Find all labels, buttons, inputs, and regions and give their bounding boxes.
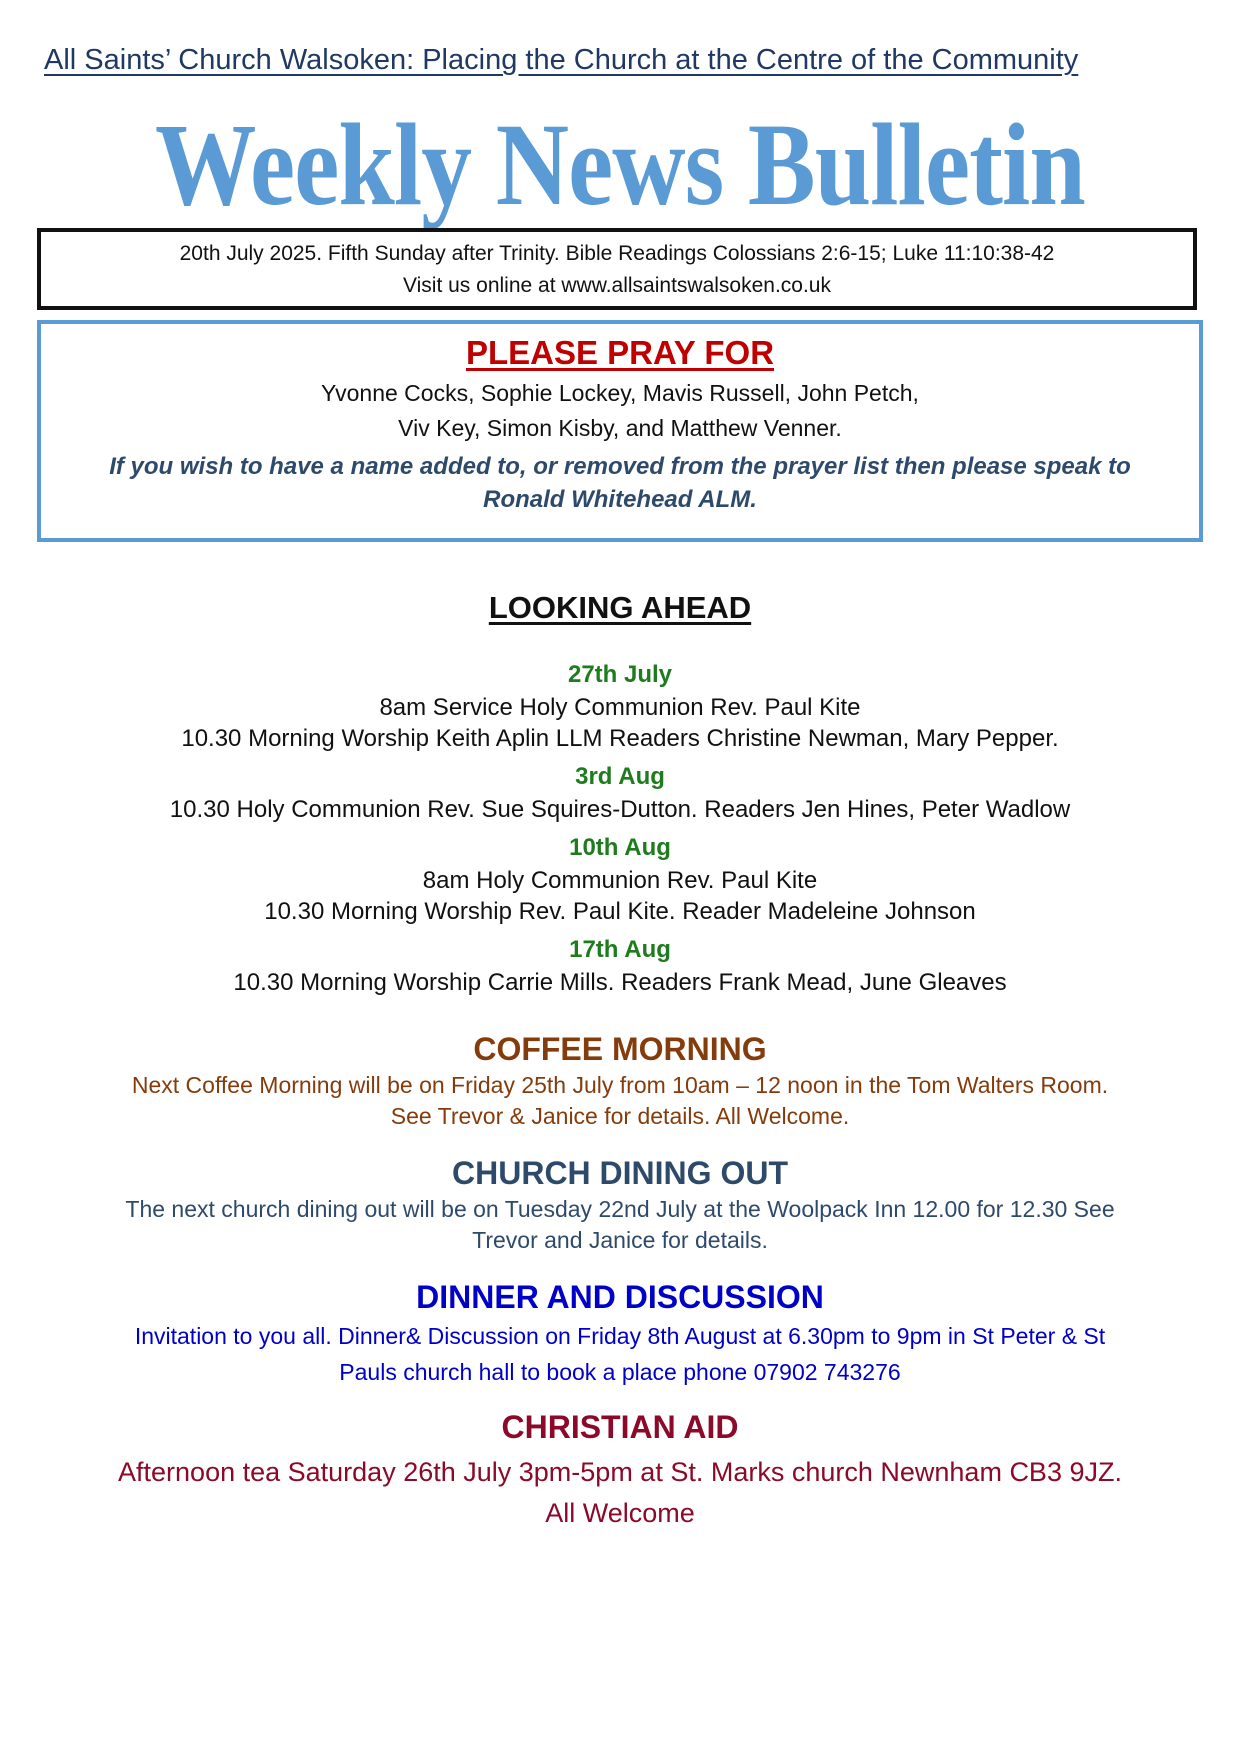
- christian-aid-line: Afternoon tea Saturday 26th July 3pm-5pm at St. Marks church Newnham CB3 9JZ.: [118, 1457, 1122, 1487]
- coffee-morning-heading: COFFEE MORNING: [473, 1031, 767, 1067]
- prayer-names-line: Yvonne Cocks, Sophie Lockey, Mavis Russell, John Petch,: [321, 380, 919, 406]
- church-tagline: All Saints’ Church Walsoken: Placing the Church at the Centre of the Community: [44, 44, 1079, 76]
- dinner-discussion-section: [0, 1276, 1240, 1390]
- dinner-discussion-line: Pauls church hall to book a place phone 07902 743276: [339, 1359, 901, 1385]
- website-line: Visit us online at www.allsaintswalsoken.co.uk: [403, 274, 831, 297]
- dining-out-line: Trevor and Janice for details.: [472, 1227, 768, 1253]
- dining-out-section: [0, 1152, 1240, 1256]
- event-line: 10.30 Morning Worship Keith Aplin LLM Readers Christine Newman, Mary Pepper.: [181, 725, 1059, 752]
- event-date: 3rd Aug: [575, 763, 665, 790]
- coffee-morning-line: Next Coffee Morning will be on Friday 25th July from 10am – 12 noon in the Tom Walters Room.: [131, 1072, 1109, 1098]
- page-title: Weekly News Bulletin: [155, 99, 1085, 230]
- dinner-discussion-heading: DINNER AND DISCUSSION: [416, 1279, 824, 1315]
- event-line: 10.30 Holy Communion Rev. Sue Squires-Dutton. Readers Jen Hines, Peter Wadlow: [169, 796, 1071, 823]
- coffee-morning-section: [0, 1028, 1240, 1132]
- coffee-morning-line: See Trevor & Janice for details. All Welcome.: [390, 1103, 850, 1129]
- event-line: 10.30 Morning Worship Carrie Mills. Readers Frank Mead, June Gleaves: [233, 969, 1007, 996]
- event-item: [0, 760, 1240, 825]
- events-list: [0, 658, 1240, 1004]
- event-line: 8am Holy Communion Rev. Paul Kite: [422, 867, 818, 894]
- event-item: [0, 831, 1240, 927]
- event-item: [0, 933, 1240, 998]
- event-date: 10th Aug: [569, 834, 671, 861]
- dinner-discussion-line: Invitation to you all. Dinner& Discussion on Friday 8th August at 6.30pm to 9pm in St Peter & St: [134, 1323, 1106, 1349]
- service-info-box: [37, 228, 1197, 310]
- christian-aid-heading: CHRISTIAN AID: [501, 1409, 739, 1445]
- christian-aid-line: All Welcome: [545, 1498, 695, 1528]
- event-date: 27th July: [567, 661, 673, 688]
- prayer-note-line: If you wish to have a name added to, or removed from the prayer list then please speak to: [109, 453, 1131, 480]
- event-date: 17th Aug: [569, 936, 671, 963]
- readings-line: 20th July 2025. Fifth Sunday after Trinity. Bible Readings Colossians 2:6-15; Luke 11:10:38-42: [179, 242, 1055, 265]
- prayer-heading: PLEASE PRAY FOR: [465, 334, 775, 371]
- prayer-list-box: [37, 320, 1203, 542]
- event-item: [0, 658, 1240, 754]
- event-line: 8am Service Holy Communion Rev. Paul Kite: [379, 694, 861, 721]
- prayer-note-line: Ronald Whitehead ALM.: [483, 486, 757, 513]
- prayer-names-line: Viv Key, Simon Kisby, and Matthew Venner.: [398, 415, 842, 441]
- looking-ahead-heading: LOOKING AHEAD: [488, 590, 752, 625]
- christian-aid-section: [0, 1406, 1240, 1534]
- dining-out-line: The next church dining out will be on Tuesday 22nd July at the Woolpack Inn 12.00 for 12.30 See: [125, 1196, 1115, 1222]
- dining-out-heading: CHURCH DINING OUT: [452, 1155, 788, 1191]
- event-line: 10.30 Morning Worship Rev. Paul Kite. Reader Madeleine Johnson: [264, 898, 976, 925]
